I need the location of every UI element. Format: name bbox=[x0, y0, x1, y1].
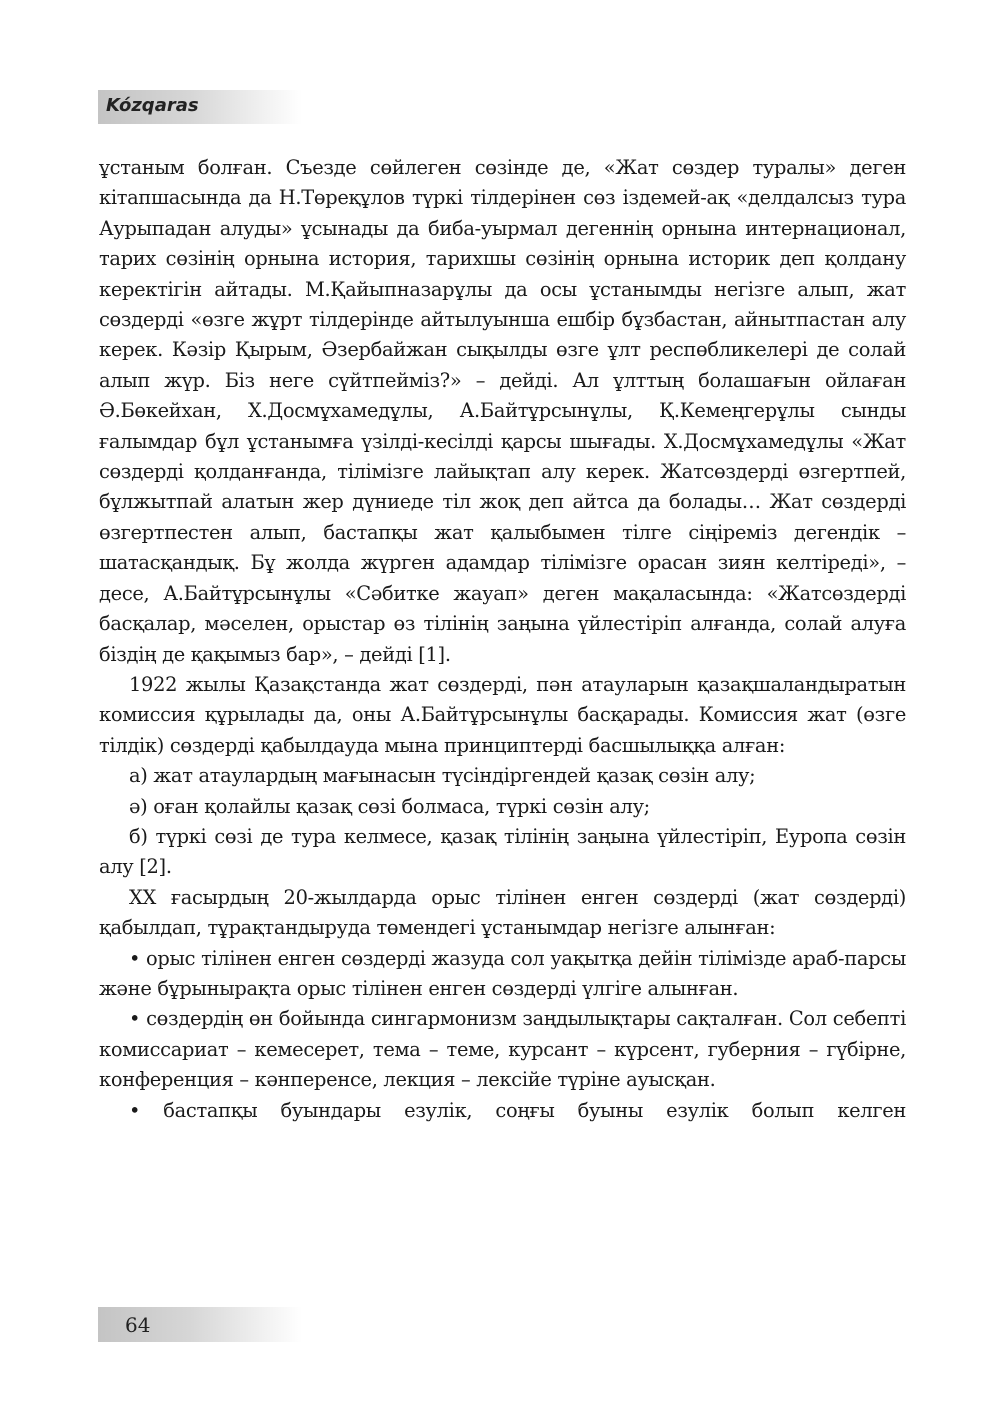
bullet-item-3: • бастапқы буындары езулік, соңғы буыны езулік болып келген bbox=[129, 1098, 906, 1122]
running-header bbox=[98, 90, 302, 124]
list-item-b: б) түркі сөзі де тура келмесе, қазақ тілінің заңына үйлестіріп, Еуропа сөзін алу [2]. bbox=[99, 824, 906, 879]
bullet-item-2: • сөздердің өн бойында сингармонизм заңдылықтары сақталған. Сол себепті комиссариат – кемесерет, тема – теме, курсант – күрсент, губерния – гүбірне, конференция – кәнперенсе, лекция – лексійе түріне ауысқан. bbox=[99, 1007, 906, 1092]
running-footer bbox=[98, 1307, 302, 1342]
paragraph-3: ХХ ғасырдың 20-жылдарда орыс тілінен енген сөздерді (жат сөздерді) қабылдап, тұрақтандыруда төмендегі ұстанымдар негізге алынған: bbox=[99, 885, 906, 940]
journal-title: Kózqaras bbox=[106, 95, 199, 116]
list-item-a: а) жат атаулардың мағынасын түсіндіргендей қазақ сөзін алу; bbox=[129, 764, 756, 788]
article-body bbox=[99, 153, 906, 1126]
bullet-item-1: • орыс тілінен енген сөздерді жазуда сол уақытқа дейін тілімізде араб-парсы және бұрынырақта орыс тілінен енген сөздерді үлгіге алынған. bbox=[99, 946, 906, 1000]
paragraph-1: ұстаным болған. Съезде сөйлеген сөзінде де, «Жат сөздер туралы» деген кітапшасында да Н.Төреқұлов түркі тілдерінен сөз іздемей-ақ «делдалсыз тура Аурыпадан алуды» ұсынады да биба-уырмал дегеннің орнына интернационал, тарих сөзінің орнына история, тарихшы сөзінің орнына историк деп қолдану керектігін айтады. М.Қайыпназарұлы да осы ұстанымды негізге алып, жат сөздерді «өзге жұрт тілдерінде айтылуынша ешбір бұзбастан, айнытпастан алу керек. Кәзір Қырым, Әзербайжан сықылды өзге ұлт респөбликелері де солай алып жүр. Біз неге сүйтпейміз?» – дейді. Ал ұлттың болашағын ойлаған Ә.Бөкейхан, Х.Досмұхамедұлы, А.Байтұрсынұлы, Қ.Кемеңгерұлы сынды ғалымдар бұл ұстанымға үзілді-кесілді қарсы шығады. Х.Досмұхамедұлы «Жат сөздерді қолданғанда, тілімізге лайықтап алу керек. Жатсөздерді өзгертпей, бұлжытпай алатын жер дүниеде тіл жоқ деп айтса да болады… Жат сөздерді өзгертпестен алып, бастапқы жат қалыбымен тілге сіңіреміз дегендік – шатасқандық. Бұ жолда жүрген адамдар тілімізге орасан зиян келтіреді», – десе, А.Байтұрсынұлы «Сәбитке жауап» деген мақаласында: «Жатсөздерді басқалар, мәселен, орыстар өз тілінің заңына үйлестіріп алғанда, солай алуға біздің де қақымыз бар», – дейді [1]. bbox=[99, 156, 906, 666]
list-item-ae: ә) оған қолайлы қазақ сөзі болмаса, түркі сөзін алу; bbox=[129, 794, 650, 818]
page-number: 64 bbox=[125, 1313, 151, 1337]
paragraph-2: 1922 жылы Қазақстанда жат сөздерді, пән атауларын қазақшаландыратын комиссия құрылады да, оны А.Байтұрсынұлы басқарады. Комиссия жат (өзге тілдік) сөздерді қабылдауда мына принциптерді басшылыққа алған: bbox=[99, 672, 906, 757]
